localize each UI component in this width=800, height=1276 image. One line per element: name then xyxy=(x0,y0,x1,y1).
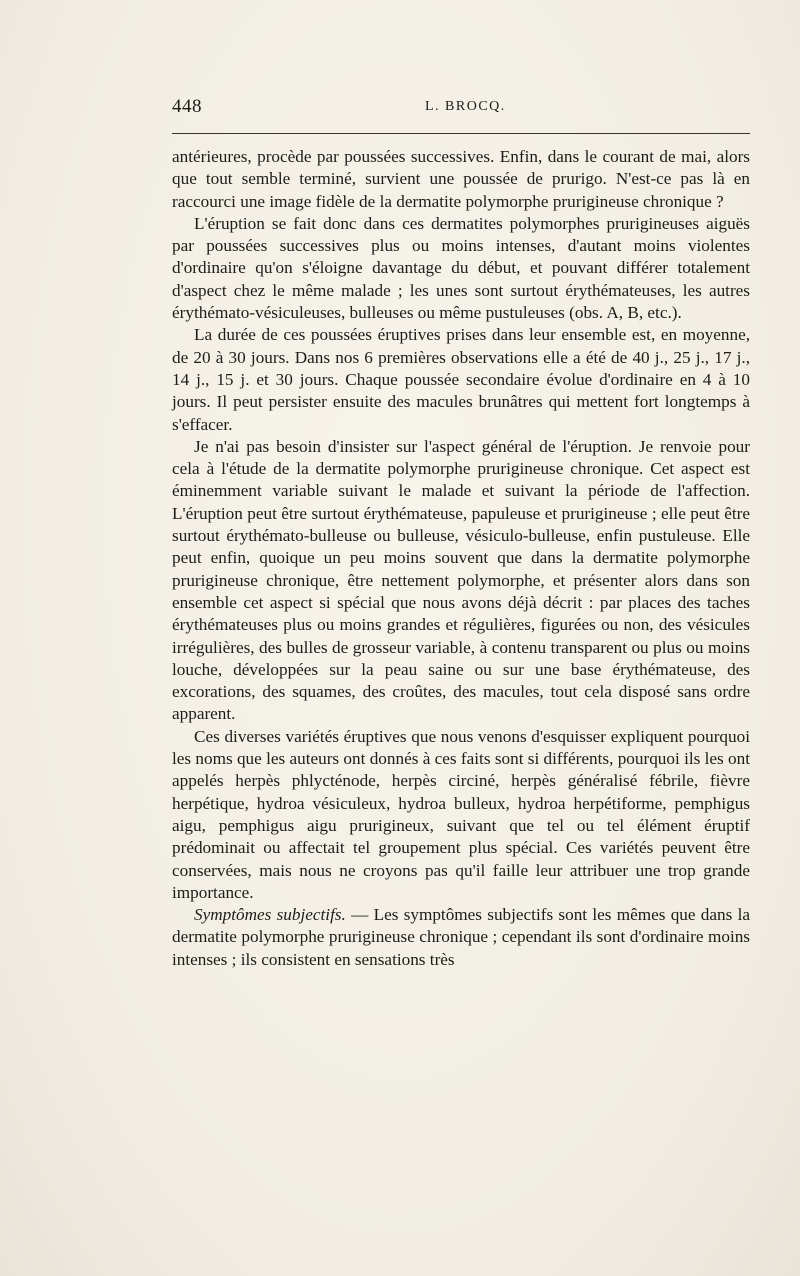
paragraph-6 xyxy=(172,904,750,971)
paragraph-4: Je n'ai pas besoin d'insister sur l'aspect général de l'éruption. Je renvoie pour cela à l'étude de la dermatite polymorphe prurigineuse chronique. Cet aspect est éminemment variable suivant le malade et suivant la période de l'affection. L'éruption peut être surtout érythémateuse, papuleuse et prurigineuse ; elle peut être surtout érythémato-bulleuse ou bulleuse, vésiculo-bulleuse, enfin pustuleuse. Elle peut enfin, quoique un peu moins souvent que dans la dermatite polymorphe prurigineuse chronique, être nettement polymorphe, et présenter alors dans son ensemble cet aspect si spécial que nous avons déjà décrit : par places des taches érythémateuses plus ou moins grandes et régulières, figurées ou non, des vésicules irrégulières, des bulles de grosseur variable, à contenu transparent ou plus ou moins louche, développées sur la peau saine ou sur une base érythémateuse, des excorations, des squames, des croûtes, des macules, tout cela disposé sans ordre apparent. xyxy=(172,436,750,724)
page-number: 448 xyxy=(172,96,202,117)
paragraph-6-text: — Les symptômes subjectifs sont les mêmes que dans la dermatite polymorphe prurigineuse chronique ; cependant ils sont d'ordinaire moins intenses ; ils consistent en sensations très xyxy=(172,905,750,969)
running-head: L. BROCQ. xyxy=(425,99,506,114)
paragraph-5: Ces diverses variétés éruptives que nous venons d'esquisser expliquent pourquoi les noms que les auteurs ont donnés à ces faits sont si différents, pourquoi ils les ont appelés herpès phlycténode, herpès circiné, herpès généralisé fébrile, fièvre herpétique, hydroa vésiculeux, hydroa bulleux, hydroa herpétiforme, pemphigus aigu, pemphigus aigu prurigineux, suivant que tel ou tel élément éruptif prédominait ou affectait tel groupement plus spécial. Ces variétés peuvent être conservées, mais nous ne croyons pas qu'il faille leur attribuer une trop grande importance. xyxy=(172,726,750,902)
paragraph-2: L'éruption se fait donc dans ces dermatites polymorphes prurigineuses aiguës par poussées successives plus ou moins intenses, d'autant moins violentes d'ordinaire qu'on s'éloigne davantage du début, et pouvant différer totalement d'aspect chez le même malade ; les unes sont surtout érythémateuses, les autres érythémato-vésiculeuses, bulleuses ou même pustuleuses (obs. A, B, etc.). xyxy=(172,213,750,323)
paragraph-3: La durée de ces poussées éruptives prises dans leur ensemble est, en moyenne, de 20 à 30 jours. Dans nos 6 premières observations elle a été de 40 j., 25 j., 17 j., 14 j., 15 j. et 30 jours. Chaque poussée secondaire évolue d'ordinaire en 4 à 10 jours. Il peut persister ensuite des macules brunâtres qui mettent fort longtemps à s'effacer. xyxy=(172,325,750,434)
body-text xyxy=(172,146,750,971)
section-heading-symptomes-subjectifs: Symptômes subjectifs. xyxy=(194,905,346,925)
page-header xyxy=(172,96,750,126)
paragraph-1: antérieures, procède par poussées successives. Enfin, dans le courant de mai, alors que tout semble terminé, survient une poussée de prurigo. N'est-ce pas là en raccourci une image fidèle de la dermatite polymorphe prurigineuse chronique ? xyxy=(172,147,750,211)
header-rule xyxy=(172,133,750,134)
